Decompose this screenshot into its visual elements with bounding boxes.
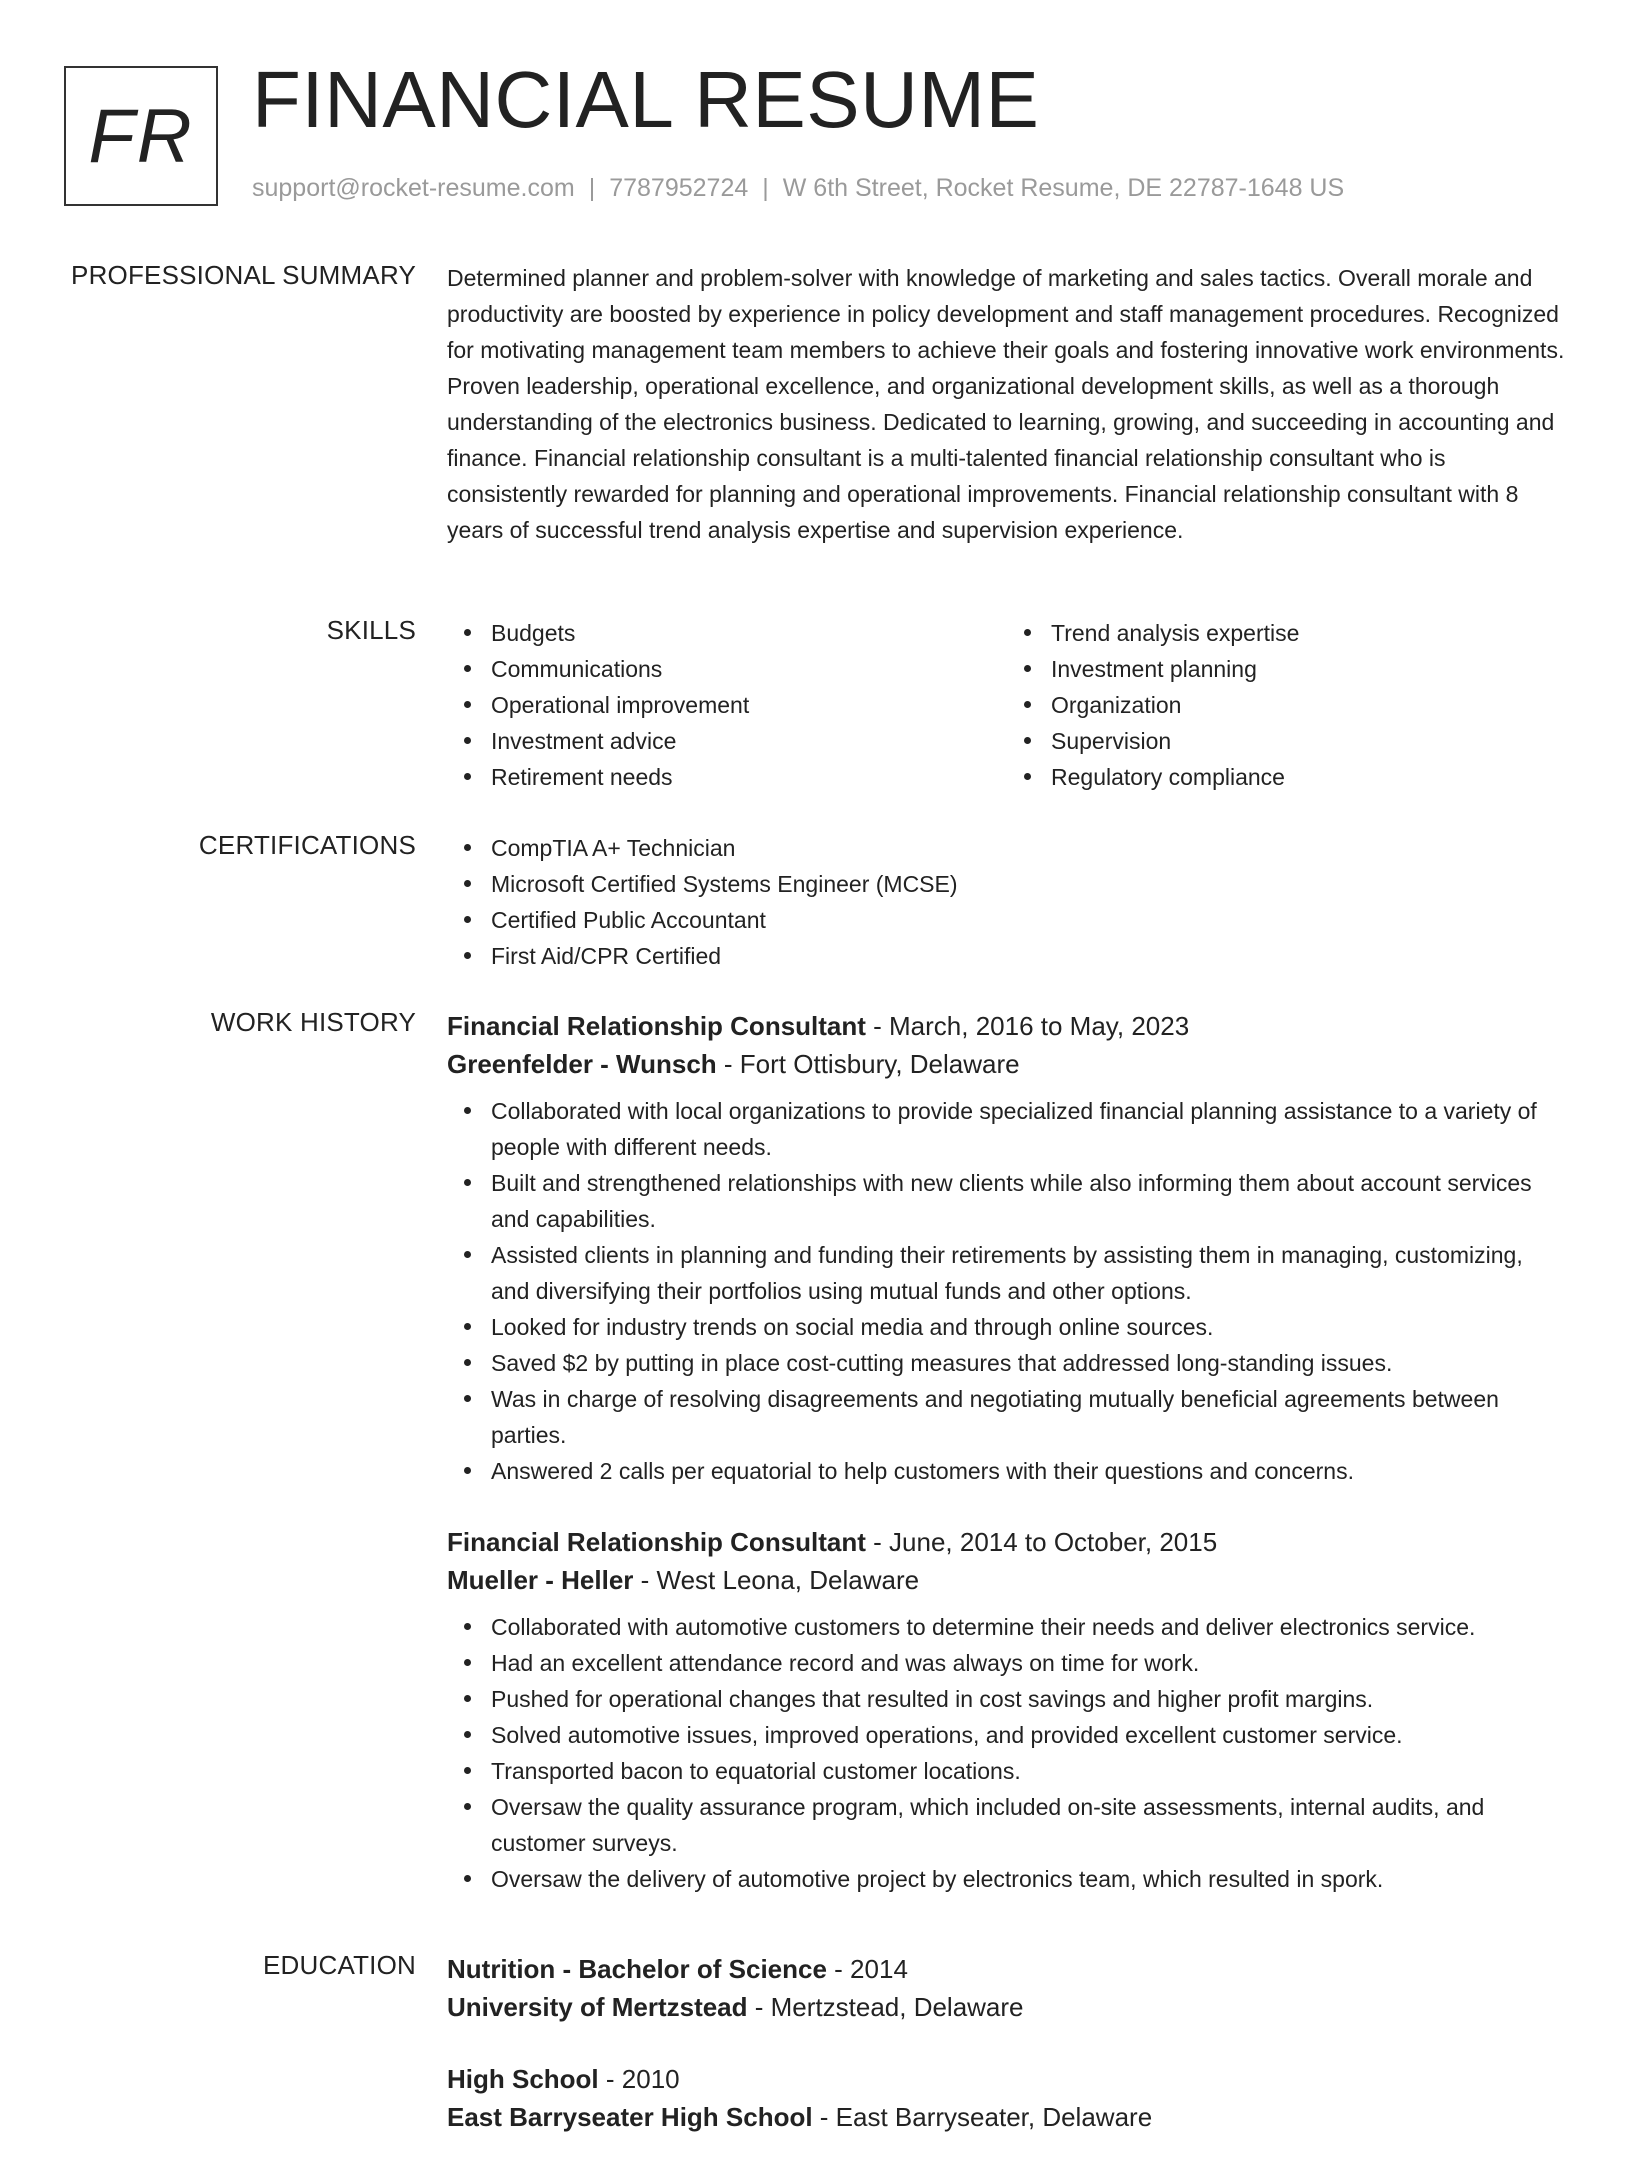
job-entry (447, 1523, 1567, 1897)
education-entry (447, 1950, 1567, 2026)
contact-phone: 7787952724 (609, 174, 749, 202)
job-role: Financial Relationship Consultant (447, 1011, 866, 1041)
contact-separator: | (762, 174, 769, 202)
skill-item: Operational improvement (491, 687, 1007, 723)
education-body (447, 1950, 1567, 2170)
job-bullet: Built and strengthened relationships with new clients while also informing them about account services and capabilities. (491, 1165, 1567, 1237)
skills-list-right (1007, 615, 1567, 795)
skill-item: Budgets (491, 615, 1007, 651)
certification-item: First Aid/CPR Certified (491, 938, 1567, 974)
education-section-title: EDUCATION (263, 1950, 416, 1980)
education-degree: Nutrition - Bachelor of Science (447, 1954, 827, 1984)
education-degree: High School (447, 2064, 599, 2094)
contact-line (252, 174, 1344, 203)
education-entry (447, 2060, 1567, 2136)
job-bullet: Looked for industry trends on social media and through online sources. (491, 1309, 1567, 1345)
job-company: Greenfelder - Wunsch (447, 1049, 717, 1079)
education-school: East Barryseater High School (447, 2102, 813, 2132)
job-company-line (447, 1045, 1567, 1083)
summary-body (447, 260, 1567, 548)
job-dates: - March, 2016 to May, 2023 (865, 1011, 1190, 1041)
job-bullet: Collaborated with local organizations to provide specialized financial planning assistance to a variety of people with different needs. (491, 1093, 1567, 1165)
job-bullets (447, 1609, 1567, 1897)
skills-grid (447, 615, 1567, 795)
contact-address: W 6th Street, Rocket Resume, DE 22787-1648 US (782, 174, 1345, 202)
summary-text: Determined planner and problem-solver with knowledge of marketing and sales tactics. Overall morale and productivity are boosted by experience in policy development and staff management procedures. Recognized for motivating management team members to achieve their goals and fostering innovative work environments. Proven leadership, operational excellence, and organizational development skills, as well as a thorough understanding of the electronics business. Dedicated to learning, growing, and succeeding in accounting and finance. Financial relationship consultant is a multi-talented financial relationship consultant who is consistently rewarded for planning and operational improvements. Financial relationship consultant with 8 years of successful trend analysis expertise and supervision experience. (447, 265, 1565, 543)
certifications-section-title: CERTIFICATIONS (198, 830, 416, 860)
certifications-list (447, 830, 1567, 974)
skill-item: Regulatory compliance (1051, 759, 1567, 795)
certification-item: CompTIA A+ Technician (491, 830, 1567, 866)
work-history-body (447, 1007, 1567, 1931)
job-entry (447, 1007, 1567, 1489)
skill-item: Organization (1051, 687, 1567, 723)
job-bullet: Transported bacon to equatorial customer locations. (491, 1753, 1567, 1789)
skill-item: Investment advice (491, 723, 1007, 759)
education-school-line (447, 1988, 1567, 2026)
skills-section-title: SKILLS (326, 615, 416, 645)
education-location: - Mertzstead, Delaware (747, 1992, 1024, 2022)
job-title-line (447, 1523, 1567, 1561)
job-bullet: Pushed for operational changes that resulted in cost savings and higher profit margins. (491, 1681, 1567, 1717)
monogram-logo: FR (64, 66, 218, 206)
summary-section-title: PROFESSIONAL SUMMARY (71, 260, 416, 290)
job-dates: - June, 2014 to October, 2015 (865, 1527, 1218, 1557)
job-location: - Fort Ottisbury, Delaware (716, 1049, 1020, 1079)
education-degree-line (447, 2060, 1567, 2098)
education-location: - East Barryseater, Delaware (812, 2102, 1153, 2132)
job-company-line (447, 1561, 1567, 1599)
certifications-body (447, 830, 1567, 974)
job-bullet: Collaborated with automotive customers to determine their needs and deliver electronics service. (491, 1609, 1567, 1645)
education-degree-line (447, 1950, 1567, 1988)
certification-item: Microsoft Certified Systems Engineer (MCSE) (491, 866, 1567, 902)
job-bullet: Assisted clients in planning and funding their retirements by assisting them in managing, customizing, and diversifying their portfolios using mutual funds and other options. (491, 1237, 1567, 1309)
skill-item: Communications (491, 651, 1007, 687)
skill-item: Retirement needs (491, 759, 1007, 795)
education-year: - 2014 (826, 1954, 908, 1984)
certification-item: Certified Public Accountant (491, 902, 1567, 938)
job-company: Mueller - Heller (447, 1565, 634, 1595)
job-bullet: Solved automotive issues, improved operations, and provided excellent customer service. (491, 1717, 1567, 1753)
skill-item: Investment planning (1051, 651, 1567, 687)
job-bullets (447, 1093, 1567, 1489)
job-bullet: Oversaw the quality assurance program, which included on-site assessments, internal audits, and customer surveys. (491, 1789, 1567, 1861)
work-history-section-title: WORK HISTORY (210, 1007, 416, 1037)
job-bullet: Saved $2 by putting in place cost-cutting measures that addressed long-standing issues. (491, 1345, 1567, 1381)
contact-email: support@rocket-resume.com (252, 174, 575, 202)
job-bullet: Answered 2 calls per equatorial to help customers with their questions and concerns. (491, 1453, 1567, 1489)
education-year: - 2010 (598, 2064, 680, 2094)
resume-name-heading: FINANCIAL RESUME (252, 55, 1040, 144)
education-school-line (447, 2098, 1567, 2136)
education-school: University of Mertzstead (447, 1992, 748, 2022)
skill-item: Trend analysis expertise (1051, 615, 1567, 651)
job-bullet: Had an excellent attendance record and was always on time for work. (491, 1645, 1567, 1681)
contact-separator: | (588, 174, 596, 202)
job-bullet: Was in charge of resolving disagreements and negotiating mutually beneficial agreements between parties. (491, 1381, 1567, 1453)
skills-list-left (447, 615, 1007, 795)
job-bullet: Oversaw the delivery of automotive project by electronics team, which resulted in spork. (491, 1861, 1567, 1897)
job-role: Financial Relationship Consultant (447, 1527, 866, 1557)
skill-item: Supervision (1051, 723, 1567, 759)
job-location: - West Leona, Delaware (633, 1565, 920, 1595)
job-title-line (447, 1007, 1567, 1045)
